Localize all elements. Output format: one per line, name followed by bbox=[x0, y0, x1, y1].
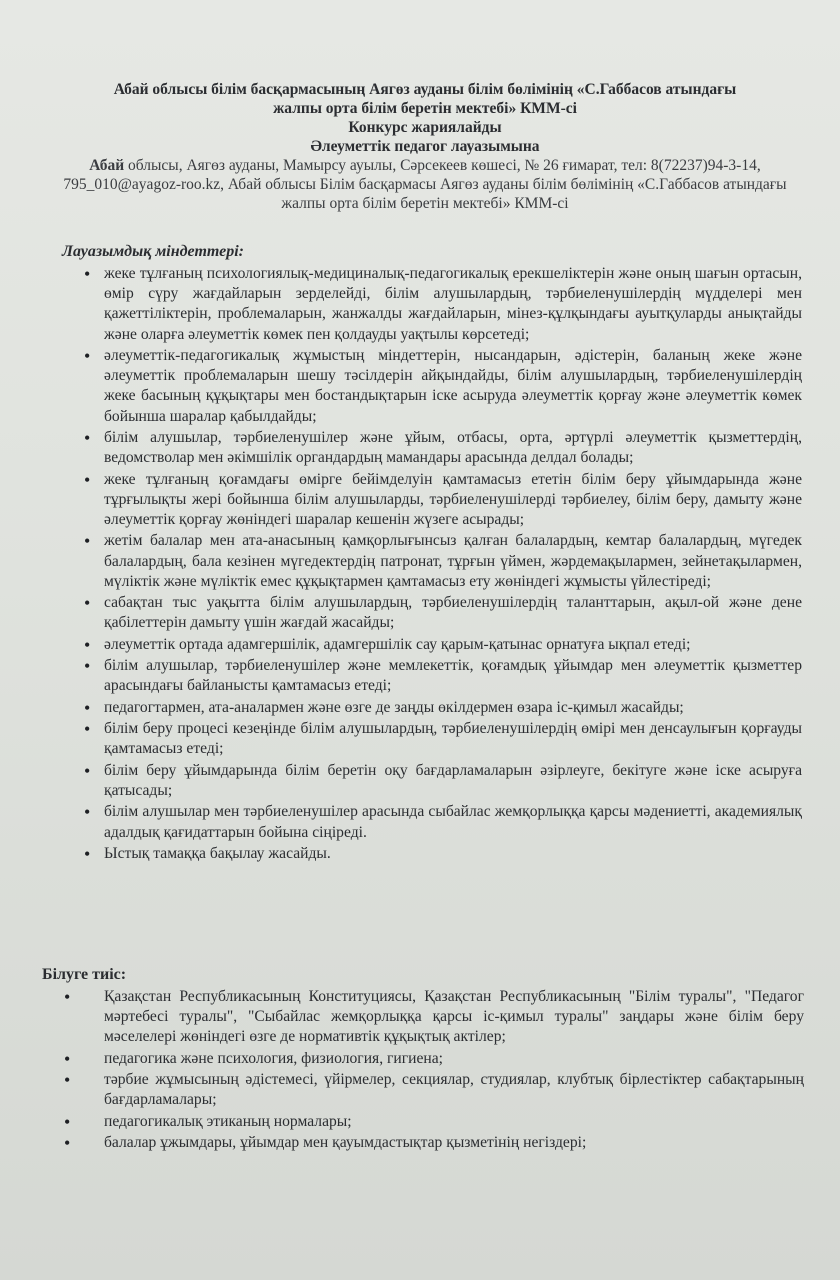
list-item: • жетім балалар мен ата-анасының қамқорлығынсыз қалған балалардың, кемтар балалардың, мүгедек балалардың, бала кезінен мүгедектердің патронат, тұрғын үймен, жәрдемақылармен, зейнетақылармен, мүліктік және мүліктік емес құқықтармен қамтамасыз ету жөніндегі жұмысты үйлестіреді; bbox=[62, 531, 802, 592]
address-block bbox=[60, 156, 790, 213]
address-region: Абай bbox=[89, 157, 125, 174]
position-title: Әлеуметтік педагог лауазымына bbox=[310, 138, 540, 155]
announcement-header bbox=[60, 80, 790, 213]
list-item: • Қазақстан Республикасының Конституциясы, Қазақстан Республикасының "Білім туралы", "Педагог мәртебесі туралы", "Сыбайлас жемқорлыққа қарсы іс-қимыл туралы" заңдары және білім беру мәселелері жөніндегі өзге де нормативтік құқықтық актілер; bbox=[42, 987, 804, 1048]
list-item: • жеке тұлғаның қоғамдағы өмірге бейімделуін қамтамасыз ететін білім беру ұйымдарында және тұрғылықты жері бойынша білім алушыларды, тәрбиеленушілерді тәрбиелеу, білім беру, дамыту және әлеуметтік қорғау жөніндегі шаралар кешенін жүзеге асырады; bbox=[62, 470, 802, 531]
list-item: • сабақтан тыс уақытта білім алушылардың, тәрбиеленушілердің таланттарын, ақыл-ой және дене қабілеттерін дамыту үшін жағдай жасайды; bbox=[62, 593, 802, 633]
duties-heading: Лауазымдық міндеттері: bbox=[62, 243, 244, 260]
organization-title-line2: жалпы орта білім беретін мектебі» КММ-сі bbox=[273, 100, 577, 117]
list-item: • білім алушылар, тәрбиеленушілер және мемлекеттік, қоғамдық ұйымдар мен әлеуметтік қызметтер арасындағы байланысты қамтамасыз етеді; bbox=[62, 656, 802, 696]
organization-title-line1: Абай облысы білім басқармасының Аягөз ауданы білім бөлімінің «С.Габбасов атындағы bbox=[113, 81, 737, 98]
list-item: • педагогикалық этиканың нормалары; bbox=[42, 1112, 804, 1132]
list-item: • педагогика және психология, физиология, гигиена; bbox=[42, 1049, 804, 1069]
list-item: • білім беру ұйымдарында білім беретін оқу бағдарламаларын әзірлеуге, бекітуге және іске асыруға қатысады; bbox=[62, 761, 802, 801]
list-item: • білім беру процесі кезеңінде білім алушылардың, тәрбиеленушілердің өмірі мен денсаулығын қорғауды қамтамасыз етеді; bbox=[62, 719, 802, 759]
competition-announcement: Конкурс жариялайды bbox=[348, 119, 502, 136]
list-item: • әлеуметтік ортада адамгершілік, адамгершілік сау қарым-қатынас орнатуға ықпал етеді; bbox=[62, 635, 802, 655]
knowledge-section bbox=[42, 965, 804, 1155]
list-item: • тәрбие жұмысының әдістемесі, үйірмелер, секциялар, студиялар, клубтық бірлестіктер сабақтарының бағдарламалары; bbox=[42, 1070, 804, 1110]
duties-list bbox=[62, 264, 802, 864]
list-item: • білім алушылар мен тәрбиеленушілер арасында сыбайлас жемқорлыққа қарсы мәдениетті, академиялық адалдық қағидаттарын бойына сіңіреді. bbox=[62, 802, 802, 842]
knowledge-list bbox=[42, 987, 804, 1153]
duties-section bbox=[62, 242, 802, 865]
list-item: • білім алушылар, тәрбиеленушілер және ұйым, отбасы, орта, әртүрлі әлеуметтік қызметтердің, ведомстволар мен әкімшілік органдардың мамандары арасында делдал болады; bbox=[62, 428, 802, 468]
address-details: облысы, Аягөз ауданы, Мамырсу ауылы, Сәрсекеев көшесі, № 26 ғимарат, тел: 8(72237)94-3-14, 795_010@ayagoz-roo.kz, Абай облысы Білім басқармасы Аягөз ауданы білім бөлімінің «С.Габбасов атындағы жалпы орта білім беретін мектебі» КММ-сі bbox=[63, 157, 787, 212]
list-item: • жеке тұлғаның психологиялық-медициналық-педагогикалық ерекшеліктерін және оның шағын ортасын, өмір сүру жағдайларын зерделейді, білім алушылардың, тәрбиеленушілердің мүдделері мен қажеттіліктерін, проблемаларын, жанжалды жағдайларын, мінез-құлқындағы ауытқуларды анықтайды және оларға әлеуметтік көмек пен қолдауды уақтылы көрсетеді; bbox=[62, 264, 802, 345]
list-item: • педагогтармен, ата-аналармен және өзге де заңды өкілдермен өзара іс-қимыл жасайды; bbox=[62, 698, 802, 718]
list-item: • әлеуметтік-педагогикалық жұмыстың міндеттерін, нысандарын, әдістерін, баланың жеке және әлеуметтік проблемаларын шешу тәсілдерін айқындайды, білім алушылардың, тәрбиеленушілердің жеке басының құқықтары мен бостандықтарын іске асыруда әлеуметтік қорғау және әлеуметтік көмек бойынша шаралар қабылдайды; bbox=[62, 346, 802, 427]
knowledge-heading: Білуге тиіс: bbox=[42, 966, 127, 983]
list-item: • Ыстық тамаққа бақылау жасайды. bbox=[62, 844, 802, 864]
list-item: • балалар ұжымдары, ұйымдар мен қауымдастықтар қызметінің негіздері; bbox=[42, 1133, 804, 1153]
